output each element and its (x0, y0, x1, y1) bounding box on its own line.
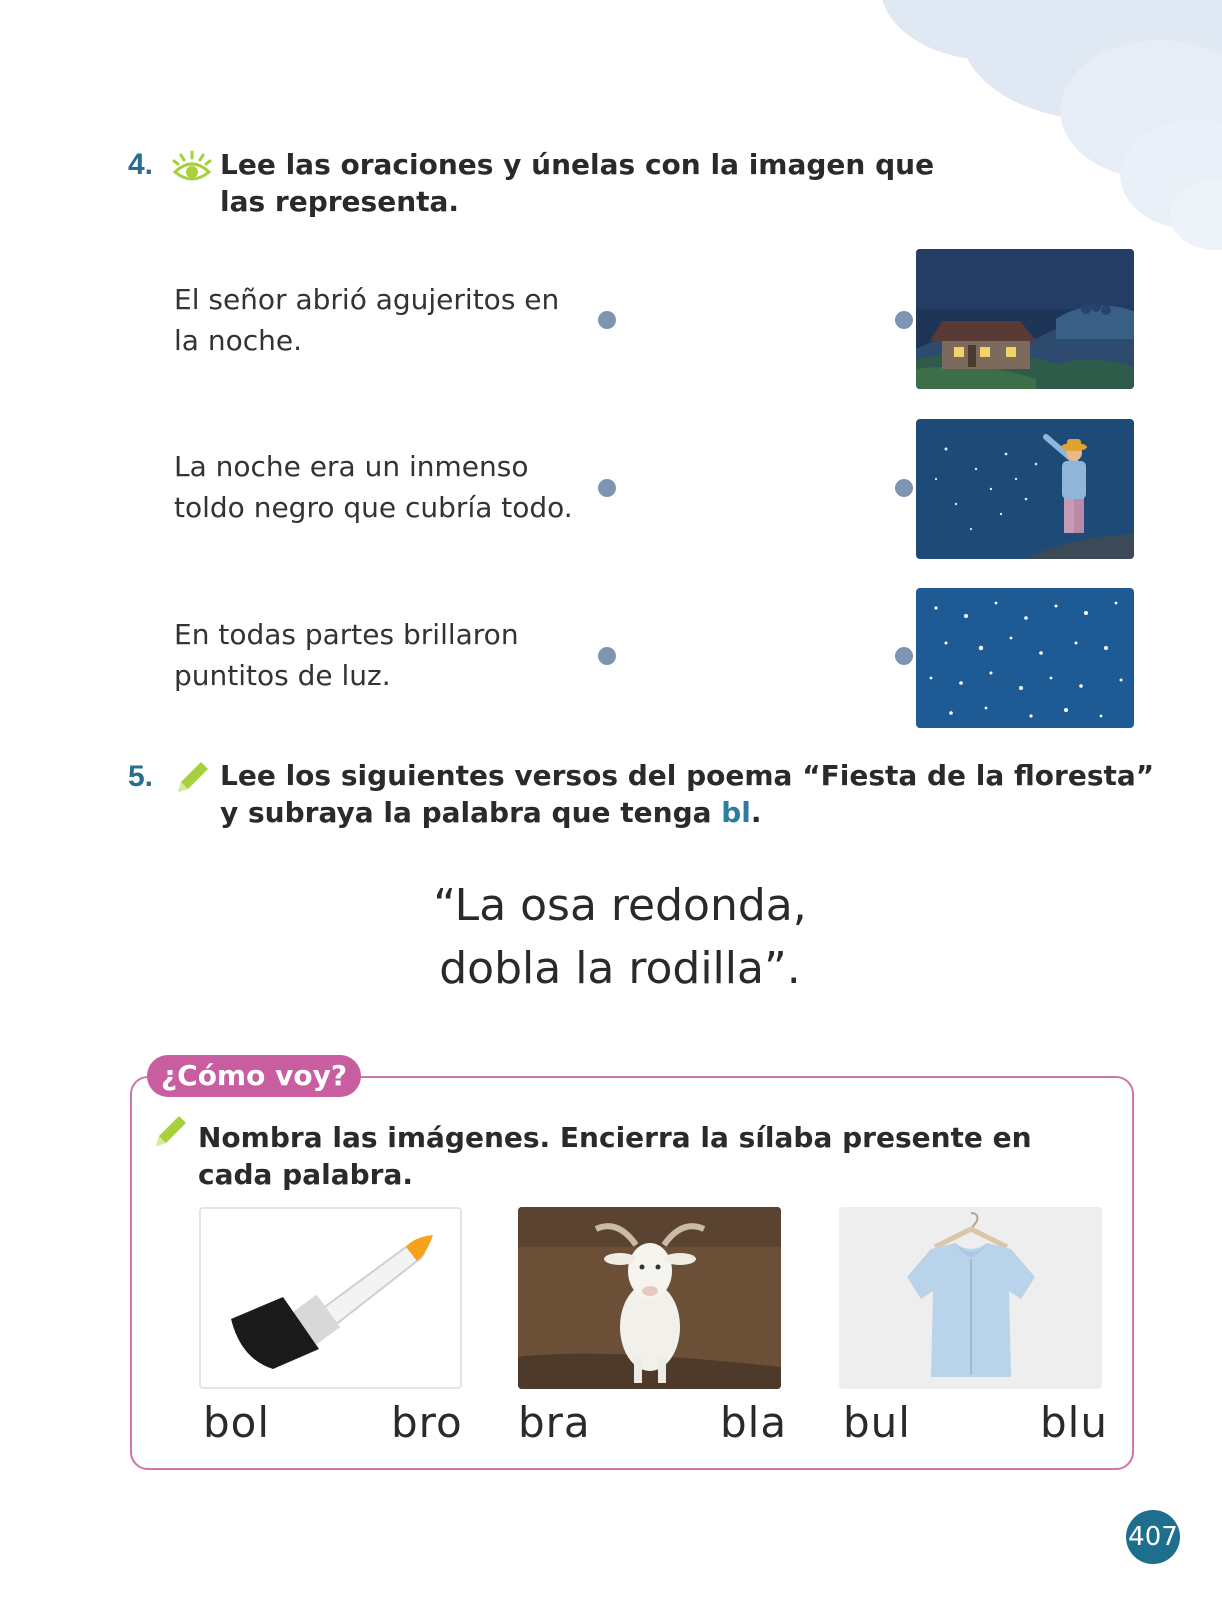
sentence-1-dot[interactable] (598, 311, 616, 329)
man-reaching-stars-image (916, 419, 1134, 559)
question-5-line-2-text: y subraya la palabra que tenga (220, 796, 722, 829)
question-4-line-2: las representa. (220, 185, 460, 218)
como-voy-instruction (198, 1119, 1032, 1193)
goat-image (518, 1207, 781, 1389)
question-5-period: . (750, 796, 762, 829)
sentence-1-line-2: la noche. (174, 324, 302, 357)
question-4-number: 4. (128, 148, 154, 181)
question-4-line-1: Lee las oraciones y únelas con la imagen que (220, 148, 935, 181)
syllable-blu[interactable]: blu (1040, 1398, 1108, 1447)
starry-sky-image (916, 588, 1134, 728)
question-5-instruction (220, 757, 1154, 831)
house-night-image (916, 249, 1134, 389)
verse-line-2: dobla la rodilla”. (439, 943, 801, 994)
sentence-3-dot[interactable] (598, 647, 616, 665)
image-1-dot[interactable] (895, 311, 913, 329)
syllable-bla[interactable]: bla (720, 1398, 788, 1447)
syllable-bra[interactable]: bra (518, 1398, 591, 1447)
sentence-2 (174, 446, 594, 528)
sentence-1 (174, 279, 594, 361)
poem-verse (0, 874, 1222, 1000)
image-3-dot[interactable] (895, 647, 913, 665)
sentence-3-line-1: En todas partes brillaron (174, 618, 519, 651)
syllable-bro[interactable]: bro (391, 1398, 463, 1447)
image-2-dot[interactable] (895, 479, 913, 497)
sentence-3 (174, 614, 594, 696)
blouse-image (839, 1207, 1102, 1389)
sentence-2-line-2: toldo negro que cubría todo. (174, 491, 573, 524)
como-voy-line-2: cada palabra. (198, 1158, 413, 1191)
syllable-bol[interactable]: bol (203, 1398, 271, 1447)
question-4-instruction (220, 146, 934, 220)
page-number: 407 (1126, 1510, 1180, 1564)
eye-icon (172, 150, 212, 188)
highlight-bl: bl (721, 796, 751, 829)
verse-line-1: “La osa redonda, (433, 880, 807, 931)
question-5-line-1: Lee los siguientes versos del poema “Fiesta de la floresta” (220, 759, 1155, 792)
paintbrush-image (199, 1207, 462, 1389)
como-voy-badge: ¿Cómo voy? (147, 1055, 361, 1097)
pencil-icon (172, 758, 212, 802)
sentence-2-dot[interactable] (598, 479, 616, 497)
syllable-bul[interactable]: bul (843, 1398, 911, 1447)
pencil-icon (150, 1112, 190, 1156)
sentence-1-line-1: El señor abrió agujeritos en (174, 283, 560, 316)
sentence-3-line-2: puntitos de luz. (174, 659, 391, 692)
question-5-number: 5. (128, 760, 154, 793)
question-5-line-2 (220, 794, 1154, 831)
como-voy-line-1: Nombra las imágenes. Encierra la sílaba presente en (198, 1121, 1032, 1154)
sentence-2-line-1: La noche era un inmenso (174, 450, 529, 483)
